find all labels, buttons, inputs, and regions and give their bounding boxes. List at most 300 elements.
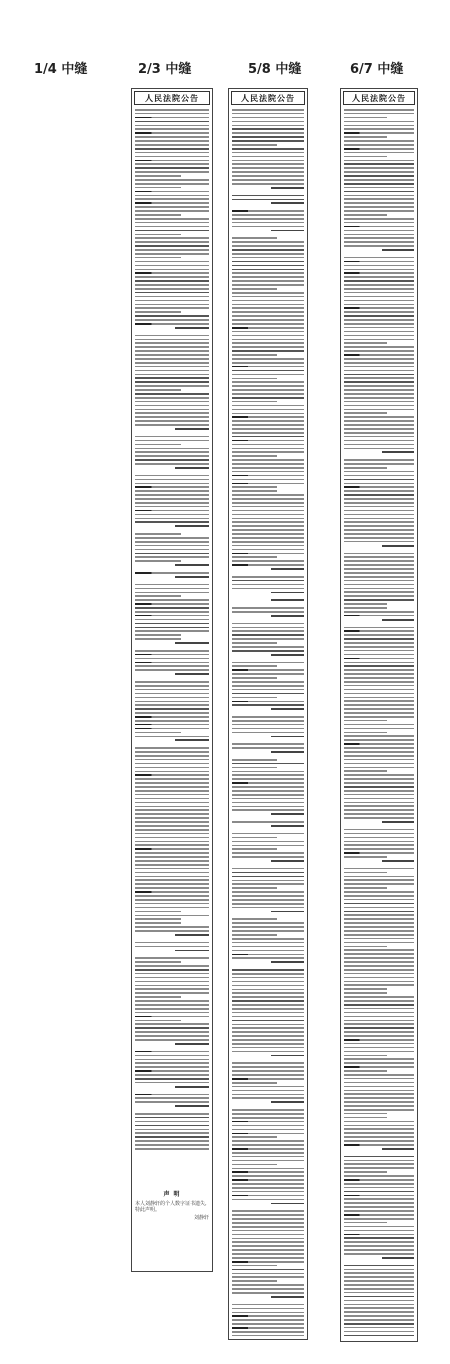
notice-text-line <box>135 350 209 352</box>
notice-text-line <box>135 1066 209 1068</box>
notice-text-line <box>232 245 304 247</box>
label-quarter-gutter: 1/4 中缝 <box>34 62 88 77</box>
notice-text-line <box>135 876 209 878</box>
notice-text-line <box>232 1265 277 1267</box>
notice-text-line <box>344 1284 414 1286</box>
notice-text-line <box>232 856 304 858</box>
notice-text-line <box>344 179 414 181</box>
notice-court-signature <box>271 860 304 862</box>
notice-text-line <box>232 265 304 267</box>
notice-text-line <box>344 1016 414 1018</box>
notice-text-line <box>344 280 414 282</box>
notice-text-line <box>232 728 304 730</box>
notice-text-line <box>344 296 414 298</box>
notice-text-line <box>232 218 304 220</box>
notice-text-line <box>344 533 414 535</box>
notice-text-line <box>232 311 304 313</box>
notice-first-line <box>232 1148 304 1150</box>
notice-text-line <box>135 397 209 399</box>
notice-text-line <box>232 1230 304 1232</box>
notice-text-line <box>135 494 209 496</box>
notice-text-line <box>135 720 209 722</box>
notice-first-line <box>344 132 414 134</box>
notice-text-line <box>344 580 414 582</box>
notice-text-line <box>232 1312 304 1314</box>
notice-text-line <box>135 280 209 282</box>
notice-text-line <box>232 681 304 683</box>
notice-text-line <box>232 934 277 936</box>
notice-text-line <box>344 767 414 769</box>
notice-text-line <box>344 638 414 640</box>
notice-text-line <box>135 210 209 212</box>
column-text-body <box>344 109 414 1338</box>
notice-text-line <box>344 521 414 523</box>
notice-text-line <box>232 163 304 165</box>
notice-text-line <box>344 152 414 154</box>
notice-text-line <box>232 276 304 278</box>
notice-text-line <box>232 529 304 531</box>
notice-court-signature <box>271 568 304 570</box>
notice-text-line <box>232 899 304 901</box>
notice-text-line <box>344 1128 414 1130</box>
notice-text-line <box>344 556 414 558</box>
notice-text-line <box>232 1117 304 1119</box>
notice-text-line <box>232 401 277 403</box>
notice-text-line <box>344 171 414 173</box>
notice-text-line <box>232 985 304 987</box>
notice-court-signature <box>271 708 304 710</box>
notice-text-line <box>344 1125 414 1127</box>
notice-text-line <box>344 716 414 718</box>
notice-text-line <box>344 366 414 368</box>
statement-body: 本人刘静轩的个人数字证书遗失,特此声明。 <box>135 1201 207 1213</box>
notice-first-line <box>135 724 209 726</box>
notice-text-line <box>232 199 304 201</box>
notice-text-line <box>344 572 414 574</box>
notice-text-line <box>135 451 209 453</box>
notice-first-line <box>232 782 304 784</box>
notice-text-line <box>232 689 304 691</box>
notice-text-line <box>344 607 387 609</box>
notice-text-line <box>344 911 414 913</box>
notice-text-line <box>232 778 304 780</box>
column-text-body <box>135 109 209 1151</box>
notice-text-line <box>344 1183 414 1185</box>
notice-text-line <box>344 1272 414 1274</box>
notice-text-line <box>344 514 414 516</box>
notice-text-line <box>135 459 209 461</box>
notice-text-line <box>232 786 304 788</box>
notice-court-signature <box>175 1043 209 1045</box>
notice-text-line <box>344 490 414 492</box>
notice-text-line <box>344 965 414 967</box>
notice-text-line <box>135 393 209 395</box>
notice-text-line <box>344 350 414 352</box>
notice-text-line <box>344 175 414 177</box>
notice-text-line <box>232 167 304 169</box>
notice-text-line <box>232 253 304 255</box>
notice-text-line <box>135 448 209 450</box>
notice-text-line <box>135 794 209 796</box>
notice-text-line <box>344 288 414 290</box>
notice-text-line <box>135 1039 209 1041</box>
notice-text-line <box>232 354 277 356</box>
notice-court-signature <box>382 249 414 251</box>
notice-text-line <box>135 946 209 948</box>
notice-text-line <box>135 144 209 146</box>
notice-text-line <box>135 549 209 551</box>
notice-text-line <box>135 424 209 426</box>
notice-text-line <box>344 183 414 185</box>
column-header: 人民法院公告 <box>343 91 415 105</box>
notice-text-line <box>344 1058 414 1060</box>
notice-text-line <box>344 241 414 243</box>
notice-text-line <box>135 385 209 387</box>
notice-text-line <box>232 132 304 134</box>
notice-court-signature <box>382 821 414 823</box>
label-five-eighths-gutter: 5/8 中缝 <box>248 62 302 77</box>
notice-text-line <box>344 1296 414 1298</box>
notice-text-line <box>344 1163 414 1165</box>
notice-text-line <box>135 1121 209 1123</box>
notice-text-line <box>232 1000 304 1002</box>
notice-text-line <box>344 685 414 687</box>
notice-text-line <box>135 790 209 792</box>
notice-court-signature <box>382 619 414 621</box>
notice-text-line <box>135 942 209 944</box>
notice-text-line <box>232 584 304 586</box>
notice-text-line <box>344 693 414 695</box>
notice-text-line <box>344 428 414 430</box>
notice-text-line <box>344 117 387 119</box>
notice-text-line <box>344 611 414 613</box>
notice-text-line <box>135 1097 209 1099</box>
notice-text-line <box>135 436 209 438</box>
notice-text-line <box>344 829 414 831</box>
notice-text-line <box>344 358 414 360</box>
notice-text-line <box>135 588 209 590</box>
notice-text-line <box>344 1070 387 1072</box>
notice-text-line <box>232 179 304 181</box>
notice-text-line <box>232 156 304 158</box>
notice-text-line <box>135 806 209 808</box>
notice-text-line <box>135 918 181 920</box>
statement-signature: 刘静轩 <box>193 1215 209 1221</box>
notice-text-line <box>232 1245 304 1247</box>
notice-text-line <box>344 389 414 391</box>
notice-text-line <box>232 463 304 465</box>
notice-text-line <box>344 541 414 543</box>
column-five-eighths <box>228 88 308 1340</box>
notice-text-line <box>344 841 414 843</box>
notice-text-line <box>135 665 209 667</box>
notice-text-line <box>344 1175 414 1177</box>
notice-text-line <box>135 1055 209 1057</box>
notice-first-line <box>135 774 209 776</box>
notice-text-line <box>232 868 304 870</box>
notice-text-line <box>344 1327 414 1329</box>
notice-text-line <box>135 412 209 414</box>
notice-text-line <box>135 957 209 959</box>
notice-text-line <box>344 1323 414 1325</box>
notice-text-line <box>135 152 209 154</box>
notice-court-signature <box>175 1086 209 1088</box>
notice-first-line <box>135 1016 209 1018</box>
notice-text-line <box>344 463 414 465</box>
notice-text-line <box>344 1241 414 1243</box>
notice-text-line <box>135 977 209 979</box>
notice-text-line <box>344 1226 414 1228</box>
notice-text-line <box>344 304 414 306</box>
notice-text-line <box>232 1024 304 1026</box>
notice-text-line <box>344 946 387 948</box>
notice-text-line <box>135 136 209 138</box>
notice-text-line <box>135 1004 209 1006</box>
notice-first-line <box>232 1171 304 1173</box>
notice-text-line <box>135 883 209 885</box>
notice-text-line <box>344 506 414 508</box>
notice-text-line <box>135 307 209 309</box>
notice-text-line <box>232 992 304 994</box>
notice-text-line <box>344 467 387 469</box>
notice-first-line <box>344 743 414 745</box>
notice-text-line <box>344 883 414 885</box>
notice-text-line <box>344 1171 387 1173</box>
notice-text-line <box>135 125 209 127</box>
notice-text-line <box>344 187 414 189</box>
notice-text-line <box>232 304 304 306</box>
notice-text-line <box>232 319 304 321</box>
notice-text-line <box>232 891 304 893</box>
notice-text-line <box>135 265 209 267</box>
notice-text-line <box>344 342 387 344</box>
notice-text-line <box>344 930 414 932</box>
notice-text-line <box>135 1101 209 1103</box>
notice-text-line <box>232 1086 304 1088</box>
notice-text-line <box>232 1191 304 1193</box>
notice-text-line <box>232 1323 304 1325</box>
notice-text-line <box>135 922 181 924</box>
notice-first-line <box>344 226 414 228</box>
notice-text-line <box>232 486 277 488</box>
notice-text-line <box>135 771 209 773</box>
notice-text-line <box>135 701 209 703</box>
notice-text-line <box>232 152 304 154</box>
notice-text-line <box>344 436 414 438</box>
notice-text-line <box>135 241 209 243</box>
notice-first-line <box>232 475 304 477</box>
notice-text-line <box>232 518 304 520</box>
notice-text-line <box>344 475 414 477</box>
notice-text-line <box>344 167 414 169</box>
notice-text-line <box>344 121 414 123</box>
notice-court-signature <box>175 934 209 936</box>
notice-text-line <box>232 809 304 811</box>
notice-court-signature <box>271 911 304 913</box>
notice-text-line <box>232 845 304 847</box>
notice-text-line <box>232 1144 304 1146</box>
notice-text-line <box>135 887 209 889</box>
notice-text-line <box>344 292 414 294</box>
notice-court-signature <box>271 187 304 189</box>
notice-text-line <box>232 806 304 808</box>
notice-text-line <box>135 556 209 558</box>
notice-text-line <box>135 261 209 263</box>
notice-text-line <box>232 1199 304 1201</box>
notice-first-line <box>344 1195 414 1197</box>
notice-text-line <box>344 1093 414 1095</box>
notice-text-line <box>232 140 304 142</box>
notice-court-signature <box>271 751 304 753</box>
notice-court-signature <box>175 950 209 952</box>
notice-text-line <box>135 455 209 457</box>
notice-text-line <box>232 1175 304 1177</box>
notice-text-line <box>232 1156 304 1158</box>
notice-text-line <box>135 868 209 870</box>
notice-text-line <box>135 121 209 123</box>
notice-text-line <box>135 230 209 232</box>
notice-text-line <box>344 1132 414 1134</box>
notice-text-line <box>135 206 209 208</box>
notice-text-line <box>135 416 209 418</box>
notice-text-line <box>344 798 414 800</box>
notice-text-line <box>344 1265 414 1267</box>
notice-text-line <box>232 350 304 352</box>
notice-text-line <box>232 506 304 508</box>
notice-text-line <box>232 794 304 796</box>
notice-text-line <box>232 1249 304 1251</box>
notice-text-line <box>232 646 304 648</box>
notice-text-line <box>135 214 181 216</box>
notice-text-line <box>344 385 414 387</box>
notice-court-signature <box>175 673 209 675</box>
notice-text-line <box>135 249 209 251</box>
column-header: 人民法院公告 <box>134 91 210 105</box>
notice-text-line <box>232 556 277 558</box>
notice-text-line <box>344 739 414 741</box>
notice-text-line <box>135 370 209 372</box>
notice-text-line <box>135 689 209 691</box>
notice-text-line <box>344 502 414 504</box>
notice-text-line <box>135 879 209 881</box>
notice-first-line <box>135 191 209 193</box>
notice-text-line <box>232 1241 304 1243</box>
notice-text-line <box>344 996 414 998</box>
notice-text-line <box>135 179 209 181</box>
notice-text-line <box>344 1047 414 1049</box>
notice-text-line <box>344 770 387 772</box>
notice-text-line <box>232 1269 304 1271</box>
notice-text-line <box>232 525 304 527</box>
notice-text-line <box>135 183 209 185</box>
notice-text-line <box>344 665 414 667</box>
notice-court-signature <box>175 467 209 469</box>
notice-text-line <box>232 580 304 582</box>
notice-text-line <box>232 1113 304 1115</box>
notice-first-line <box>232 1078 304 1080</box>
notice-text-line <box>344 202 414 204</box>
notice-text-line <box>135 864 209 866</box>
notice-text-line <box>135 961 181 963</box>
notice-text-line <box>135 163 209 165</box>
notice-text-line <box>344 498 414 500</box>
notice-text-line <box>135 981 209 983</box>
notice-text-line <box>344 1307 414 1309</box>
notice-first-line <box>344 354 414 356</box>
notice-text-line <box>344 689 414 691</box>
notice-text-line <box>232 1331 304 1333</box>
notice-text-line <box>344 809 414 811</box>
notice-text-line <box>135 354 209 356</box>
notice-text-line <box>135 171 209 173</box>
notice-first-line <box>135 486 209 488</box>
notice-text-line <box>232 665 277 667</box>
notice-text-line <box>344 440 414 442</box>
notice-text-line <box>232 1109 304 1111</box>
notice-text-line <box>135 226 209 228</box>
notice-text-line <box>232 125 304 127</box>
notice-text-line <box>232 1051 304 1053</box>
notice-text-line <box>344 1012 414 1014</box>
notice-text-line <box>135 222 209 224</box>
notice-text-line <box>344 1276 414 1278</box>
notice-text-line <box>344 1023 414 1025</box>
notice-text-line <box>344 1008 414 1010</box>
notice-text-line <box>232 872 304 874</box>
notice-text-line <box>135 627 209 629</box>
notice-text-line <box>344 397 414 399</box>
notice-text-line <box>232 432 304 434</box>
notice-text-line <box>135 292 209 294</box>
notice-text-line <box>135 817 209 819</box>
notice-text-line <box>344 747 414 749</box>
notice-text-line <box>344 370 414 372</box>
notice-text-line <box>135 1140 209 1142</box>
notice-text-line <box>232 1238 304 1240</box>
notice-text-line <box>135 985 209 987</box>
notice-text-line <box>135 1000 209 1002</box>
notice-court-signature <box>175 1105 209 1107</box>
notice-court-signature <box>175 327 209 329</box>
notice-first-line <box>232 1121 304 1123</box>
notice-text-line <box>135 1082 209 1084</box>
notice-text-line <box>344 662 414 664</box>
column-header: 人民法院公告 <box>231 91 305 105</box>
notice-court-signature <box>271 825 304 827</box>
notice-text-line <box>344 374 414 376</box>
notice-text-line <box>232 802 304 804</box>
notice-text-line <box>344 1109 414 1111</box>
notice-text-line <box>344 136 387 138</box>
notice-text-line <box>135 296 209 298</box>
notice-text-line <box>135 736 209 738</box>
notice-court-signature <box>271 202 304 204</box>
notice-text-line <box>344 222 414 224</box>
notice-text-line <box>232 498 304 500</box>
notice-text-line <box>232 1222 304 1224</box>
notice-text-line <box>135 405 209 407</box>
notice-text-line <box>232 490 277 492</box>
notice-text-line <box>135 518 209 520</box>
notice-first-line <box>232 210 304 212</box>
notice-text-line <box>344 393 414 395</box>
notice-text-line <box>232 1152 304 1154</box>
notice-text-line <box>135 187 181 189</box>
notice-text-line <box>344 576 414 578</box>
notice-text-line <box>232 378 277 380</box>
notice-text-line <box>344 300 414 302</box>
notice-text-line <box>135 269 209 271</box>
